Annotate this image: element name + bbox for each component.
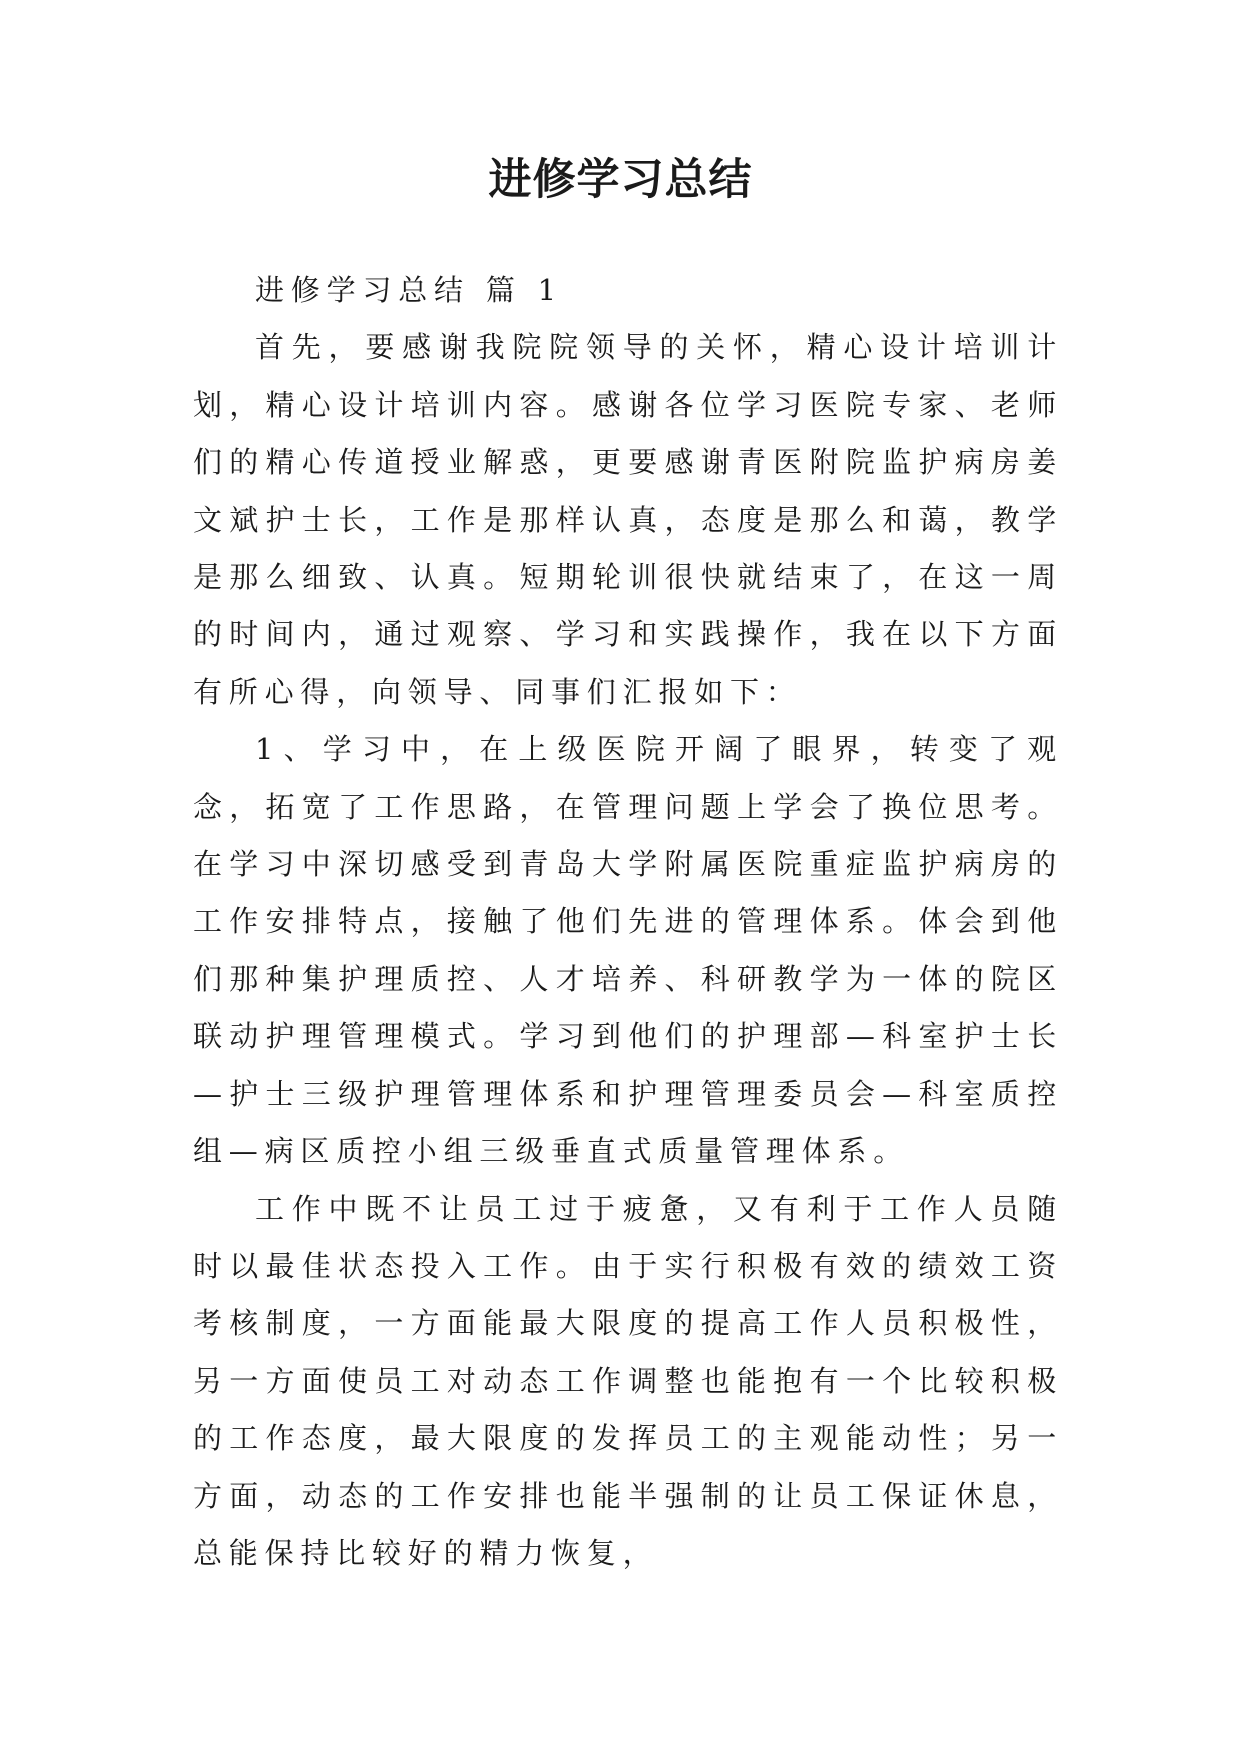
document-body — [193, 262, 1063, 1582]
document-title: 进修学习总结 — [488, 155, 753, 205]
paragraph-point-1: 1、学习中，在上级医院开阔了眼界，转变了观念，拓宽了工作思路，在管理问题上学会了换位思考。在学习中深切感受到青岛大学附属医院重症监护病房的工作安排特点，接触了他们先进的管理体系。体会到他们那种集护理质控、人才培养、科研教学为一体的院区联动护理管理模式。学习到他们的护理部—科室护士长—护士三级护理管理体系和护理管理委员会—科室质控组—病区质控小组三级垂直式质量管理体系。 — [193, 732, 1063, 1169]
paragraph-intro: 首先，要感谢我院院领导的关怀，精心设计培训计划，精心设计培训内容。感谢各位学习医院专家、老师们的精心传道授业解惑，更要感谢青医附院监护病房姜文斌护士长，工作是那样认真，态度是那么和蔼，教学是那么细致、认真。短期轮训很快就结束了，在这一周的时间内，通过观察、学习和实践操作，我在以下方面有所心得，向领导、同事们汇报如下： — [193, 330, 1063, 709]
section-heading: 进修学习总结 篇 1 — [255, 273, 563, 307]
paragraph-work-arrangement: 工作中既不让员工过于疲惫，又有利于工作人员随时以最佳状态投入工作。由于实行积极有效的绩效工资考核制度，一方面能最大限度的提高工作人员积极性，另一方面使员工对动态工作调整也能抱有一个比较积极的工作态度，最大限度的发挥员工的主观能动性；另一方面，动态的工作安排也能半强制的让员工保证休息，总能保持比较好的精力恢复， — [193, 1191, 1063, 1570]
